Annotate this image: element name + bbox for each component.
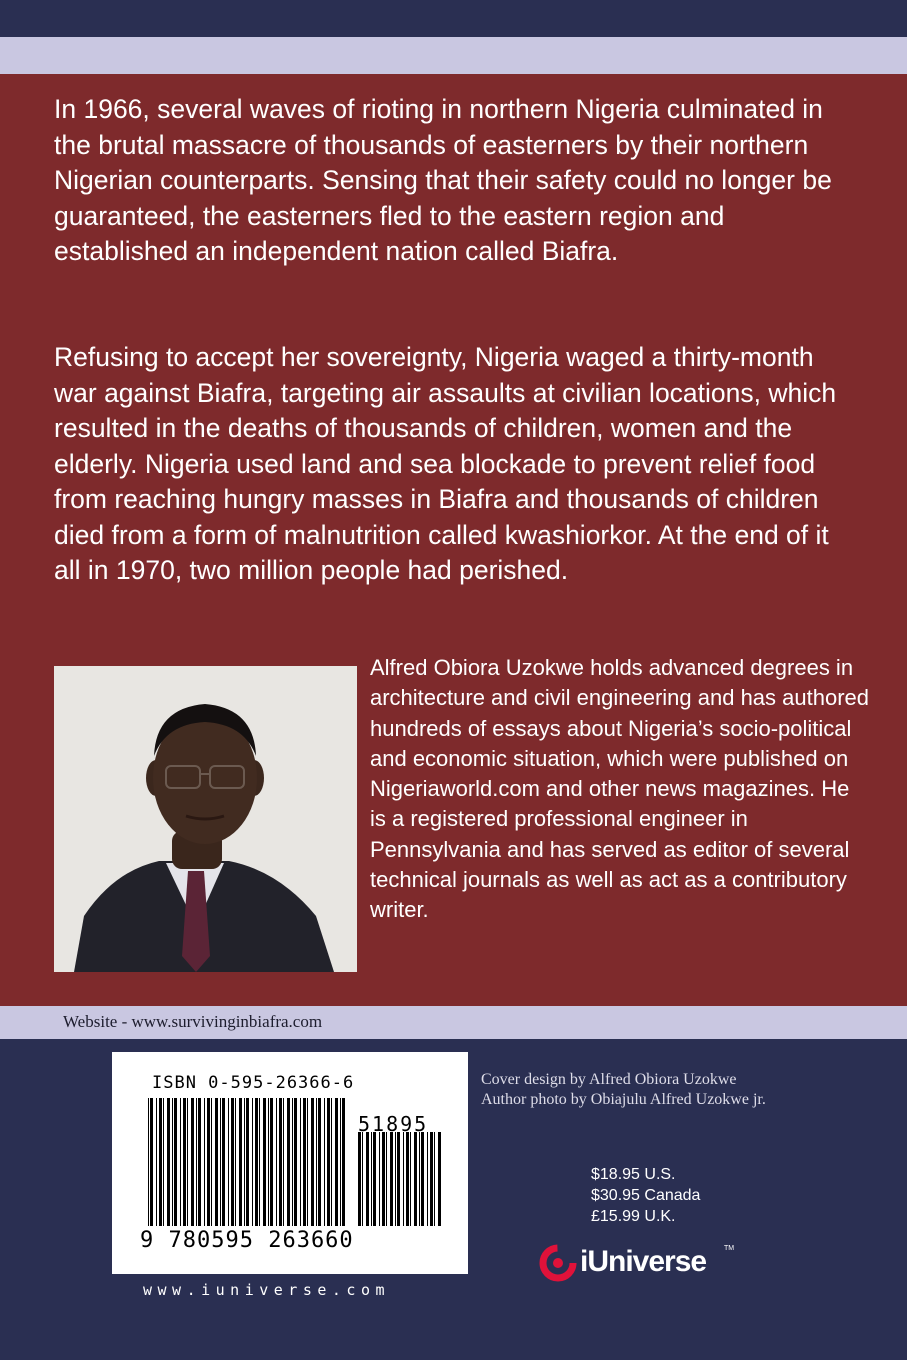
website-text: Website - www.survivinginbiafra.com — [63, 1012, 323, 1031]
author-photo — [54, 666, 357, 972]
iuniverse-swirl-icon — [538, 1242, 578, 1282]
price-addon-code: 51895 — [358, 1112, 429, 1136]
isbn-number: ISBN 0-595-26366-6 — [152, 1073, 355, 1093]
price-uk: £15.99 U.K. — [591, 1208, 676, 1225]
logo-trademark: TM — [724, 1245, 735, 1252]
price-canada: $30.95 Canada — [591, 1187, 701, 1204]
ean-number: 9 780595 263660 — [140, 1228, 354, 1253]
iuniverse-logo — [538, 1242, 748, 1282]
logo-wordmark: iUniverse — [580, 1245, 707, 1278]
top-navy-band — [0, 0, 907, 37]
author-bio: Alfred Obiora Uzokwe holds advanced degrees in architecture and civil engineering and has authored hundreds of essays about Nigeria’s socio-political and economic situation, which were published on Nigeriaworld.com and other news magazines. He is a registered professional engineer in Pennsylvania and has served as editor of several technical journals as well as act as a contributory writer. — [370, 655, 869, 923]
top-lavender-band — [0, 37, 907, 74]
publisher-url: www.iuniverse.com — [143, 1281, 391, 1299]
blurb-paragraph-1: In 1966, several waves of rioting in northern Nigeria culminated in the brutal massacre of thousands of easterners by their northern Nigerian counterparts. Sensing that their safety could no longer be guaranteed, the easterners fled to the eastern region and established an independent nation called Biafra. — [54, 94, 832, 266]
price-us: $18.95 U.S. — [591, 1166, 676, 1183]
cover-design-credit: Cover design by Alfred Obiora Uzokwe — [481, 1071, 737, 1088]
author-photo-credit: Author photo by Obiajulu Alfred Uzokwe jr. — [481, 1091, 766, 1108]
blurb-paragraph-2: Refusing to accept her sovereignty, Nigeria waged a thirty-month war against Biafra, targeting air assaults at civilian locations, which resulted in the deaths of thousands of children, women and the elderly. Nigeria used land and sea blockade to prevent relief food from reaching hungry masses in Biafra and thousands of children died from a form of malnutrition called kwashiorkor. At the end of it all in 1970, two million people had perished. — [54, 342, 837, 585]
